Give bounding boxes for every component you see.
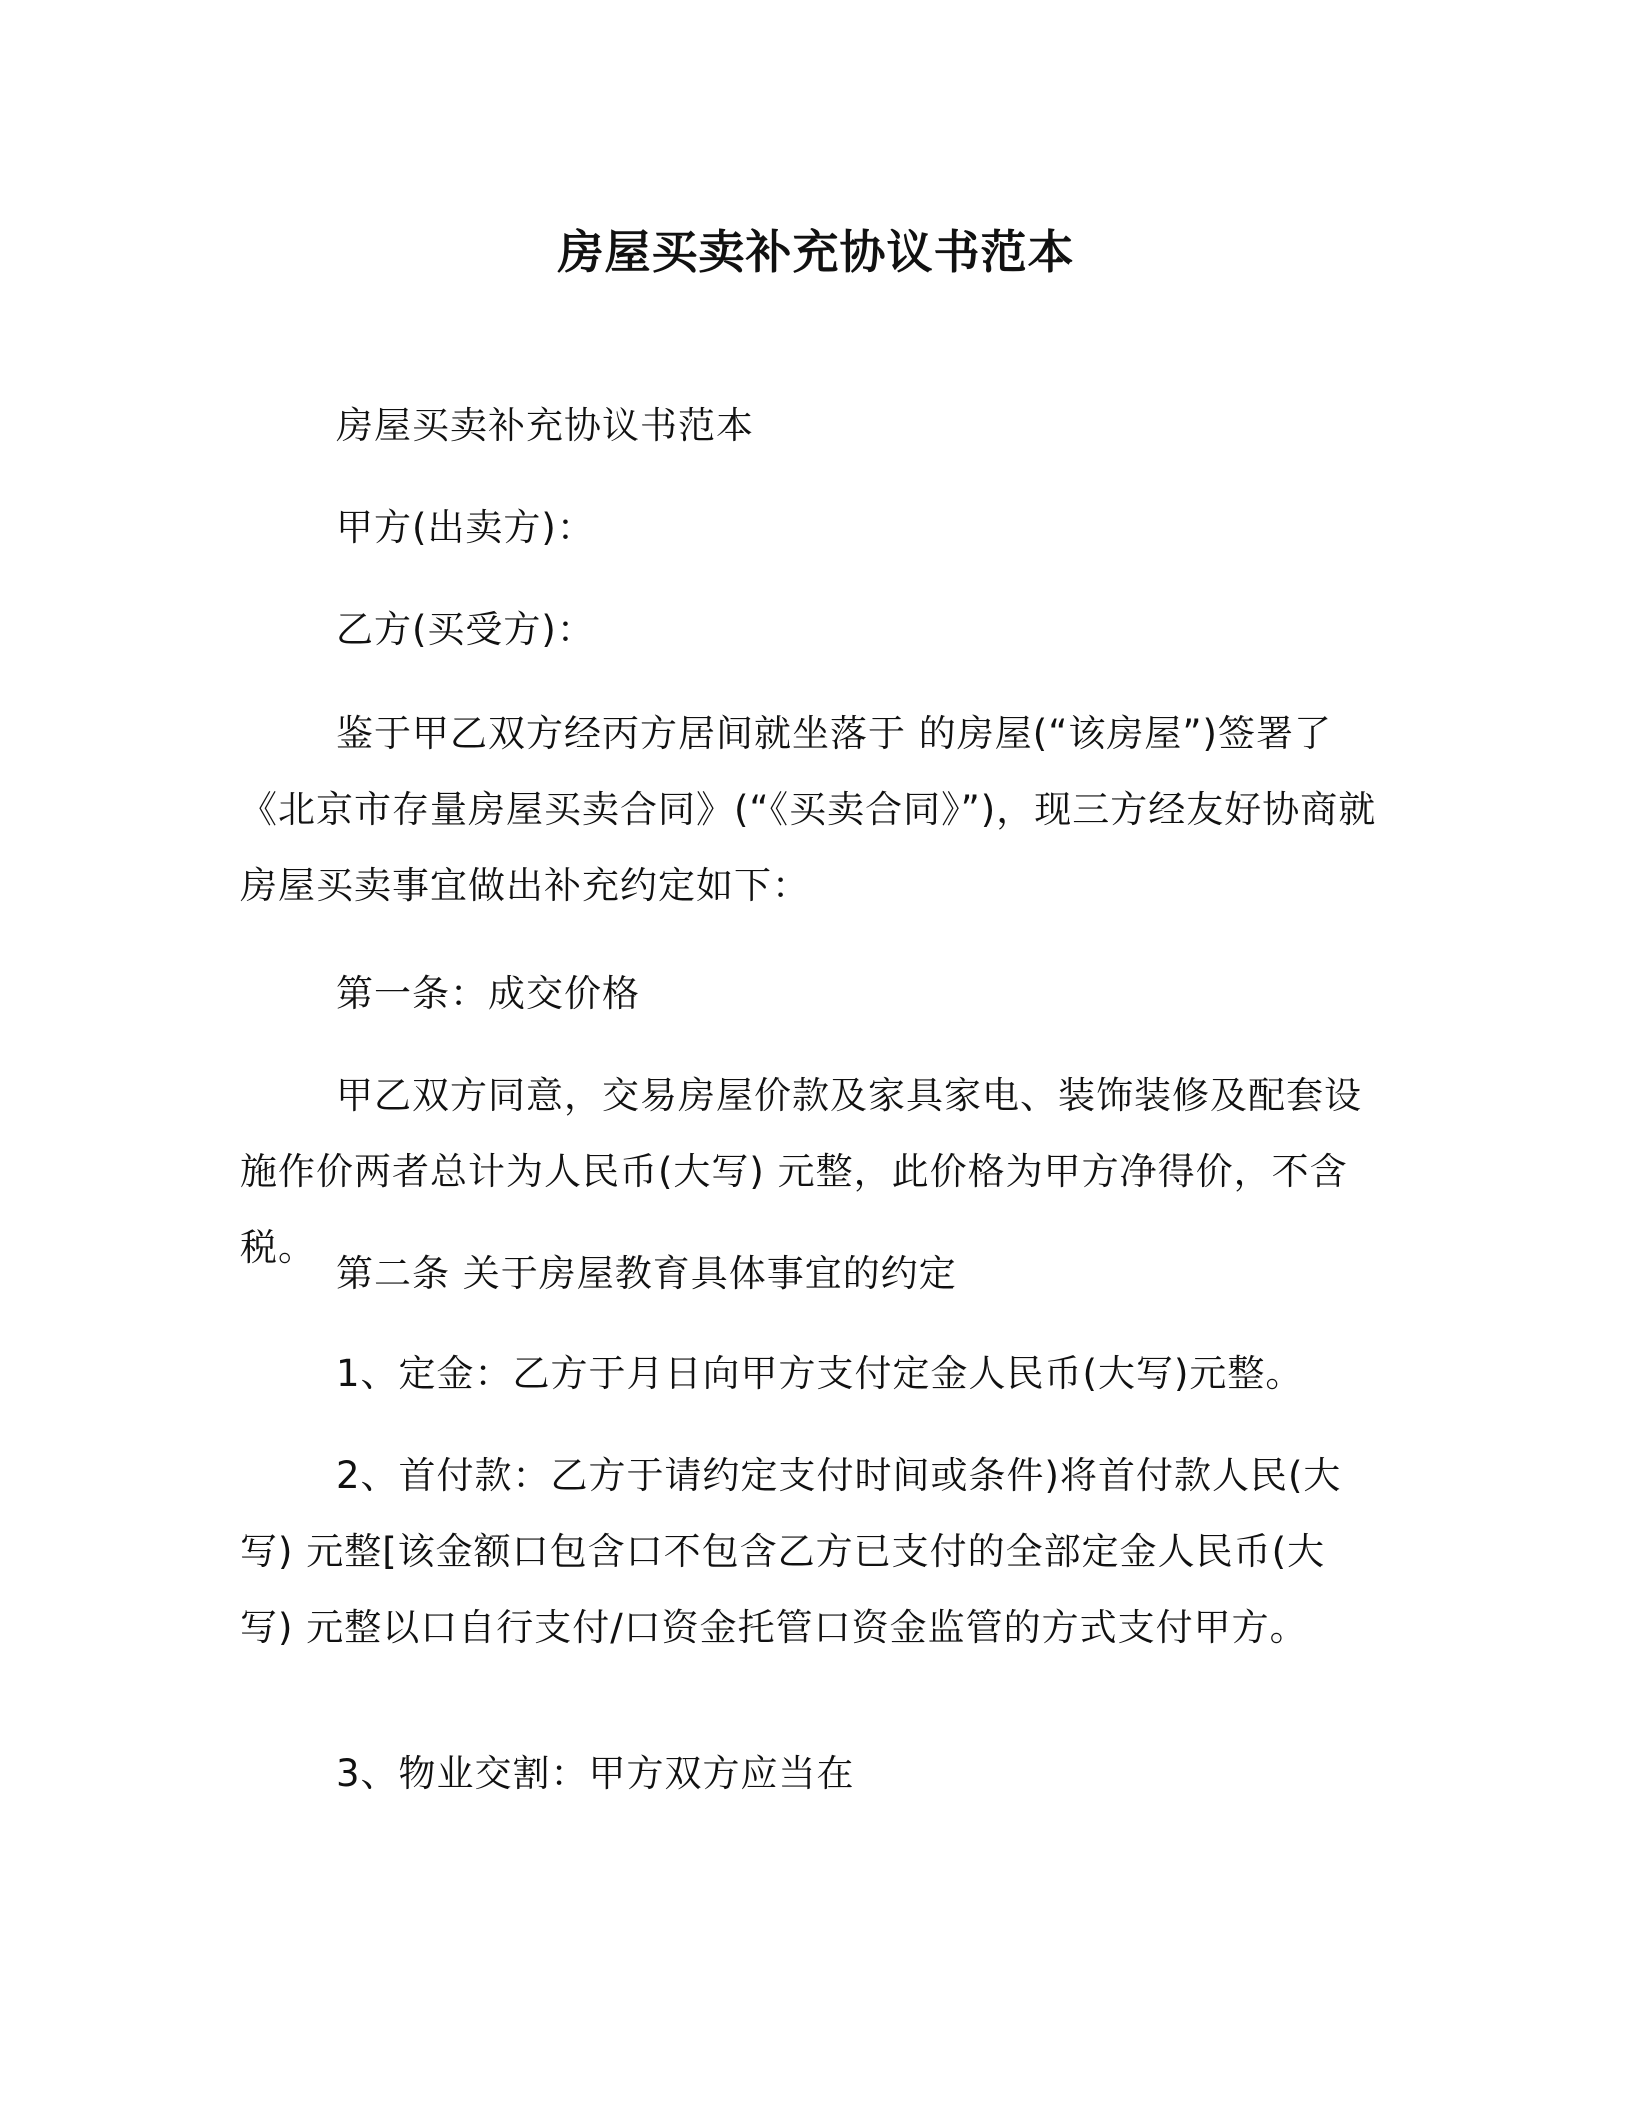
article-1-body: 甲乙双方同意，交易房屋价款及家具家电、装饰装修及配套设施作价两者总计为人民币(大写) 元整，此价格为甲方净得价，不含税。 xyxy=(240,1074,1362,1269)
preamble-paragraph: 鉴于甲乙双方经丙方居间就坐落于 的房屋(“该房屋”)签署了《北京市存量房屋买卖合同》(“《买卖合同》”)，现三方经友好协商就房屋买卖事宜做出补充约定如下： xyxy=(240,712,1377,907)
document-title: 房屋买卖补充协议书范本 xyxy=(557,225,1075,279)
article-1-heading: 第一条：成交价格 xyxy=(336,972,640,1015)
party-a-line: 甲方(出卖方)： xyxy=(336,506,595,549)
clause-property-handover: 3、物业交割：甲方双方应当在 xyxy=(336,1752,855,1795)
heading-repeat: 房屋买卖补充协议书范本 xyxy=(336,404,754,447)
clause-down-payment: 2、首付款：乙方于请约定支付时间或条件)将首付款人民(大 写) 元整[该金额口包含口不包含乙方已支付的全部定金人民币(大 写) 元整以口自行支付/口资金托管口资金监管的方式支付甲方。 xyxy=(240,1454,1342,1649)
clause-deposit: 1、定金：乙方于月日向甲方支付定金人民币(大写)元整。 xyxy=(336,1352,1304,1395)
party-b-line: 乙方(买受方)： xyxy=(336,608,595,651)
article-2-heading: 第二条 关于房屋教育具体事宜的约定 xyxy=(336,1252,957,1295)
